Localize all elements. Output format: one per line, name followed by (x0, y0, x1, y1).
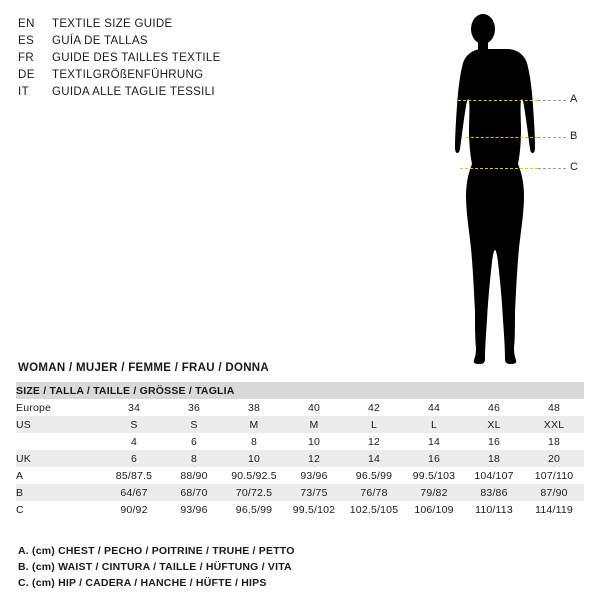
measure-label-a: A (570, 93, 578, 105)
cell-value: 6 (104, 450, 164, 467)
cell-value: 87/90 (524, 484, 584, 501)
language-row-es (18, 33, 308, 50)
table-row (16, 501, 584, 518)
cell-value: 99.5/103 (404, 467, 464, 484)
size-table (16, 382, 584, 518)
cell-value: 96.5/99 (224, 501, 284, 518)
cell-value: 36 (164, 399, 224, 416)
language-code: ES (18, 35, 35, 47)
cell-value: 107/110 (524, 467, 584, 484)
cell-value: 90/92 (104, 501, 164, 518)
measure-leader-a (538, 100, 566, 101)
cell-value: 10 (284, 433, 344, 450)
cell-value: 4 (104, 433, 164, 450)
language-row-en (18, 16, 308, 33)
cell-value: 18 (464, 450, 524, 467)
row-label: UK (16, 450, 104, 467)
cell-value: 6 (164, 433, 224, 450)
cell-value: 46 (464, 399, 524, 416)
cell-value: 106/109 (404, 501, 464, 518)
size-table-wrapper (16, 382, 584, 518)
language-row-fr (18, 50, 308, 67)
cell-value: L (344, 416, 404, 433)
cell-value: S (164, 416, 224, 433)
cell-value: 90.5/92.5 (224, 467, 284, 484)
female-silhouette-icon (430, 8, 590, 368)
footnotes-block (18, 543, 578, 591)
language-code: IT (18, 86, 30, 98)
cell-value: 8 (164, 450, 224, 467)
language-title: TEXTILGRÖßENFÜHRUNG (52, 69, 204, 81)
cell-value: XXL (524, 416, 584, 433)
cell-value: 42 (344, 399, 404, 416)
row-label (16, 433, 104, 450)
footnote-waist: B. (cm) WAIST / CINTURA / TAILLE / HÜFTUNG / VITA (18, 561, 292, 573)
row-label: B (16, 484, 104, 501)
measure-label-c: C (570, 161, 579, 173)
measure-line-c (460, 168, 538, 169)
row-label: Europe (16, 399, 104, 416)
cell-value: 16 (464, 433, 524, 450)
cell-value: M (224, 416, 284, 433)
cell-value: 114/119 (524, 501, 584, 518)
footnote-hip: C. (cm) HIP / CADERA / HANCHE / HÜFTE / HIPS (18, 577, 267, 589)
table-row (16, 450, 584, 467)
table-header-label: SIZE / TALLA / TAILLE / GRÖSSE / TAGLIA (16, 382, 584, 399)
measure-leader-b (538, 137, 566, 138)
cell-value: M (284, 416, 344, 433)
cell-value: 12 (344, 433, 404, 450)
row-label: US (16, 416, 104, 433)
cell-value: 40 (284, 399, 344, 416)
cell-value: 79/82 (404, 484, 464, 501)
cell-value: 93/96 (164, 501, 224, 518)
cell-value: 8 (224, 433, 284, 450)
cell-value: 64/67 (104, 484, 164, 501)
cell-value: 70/72.5 (224, 484, 284, 501)
cell-value: 83/86 (464, 484, 524, 501)
language-title: GUIDA ALLE TAGLIE TESSILI (52, 86, 215, 98)
language-code: FR (18, 52, 35, 64)
cell-value: 16 (404, 450, 464, 467)
cell-value: 12 (284, 450, 344, 467)
cell-value: 99.5/102 (284, 501, 344, 518)
table-header-row (16, 382, 584, 399)
footnote-chest: A. (cm) CHEST / PECHO / POITRINE / TRUHE / PETTO (18, 545, 295, 557)
language-code: EN (18, 18, 35, 30)
table-row (16, 467, 584, 484)
row-label: C (16, 501, 104, 518)
cell-value: 88/90 (164, 467, 224, 484)
language-row-it (18, 84, 308, 101)
cell-value: 34 (104, 399, 164, 416)
table-row (16, 416, 584, 433)
cell-value: L (404, 416, 464, 433)
table-row (16, 433, 584, 450)
table-row (16, 399, 584, 416)
cell-value: 96.5/99 (344, 467, 404, 484)
measure-label-b: B (570, 130, 578, 142)
cell-value: 44 (404, 399, 464, 416)
cell-value: 10 (224, 450, 284, 467)
cell-value: 102.5/105 (344, 501, 404, 518)
cell-value: 76/78 (344, 484, 404, 501)
measure-leader-c (538, 168, 566, 169)
row-label: A (16, 467, 104, 484)
measure-line-b (466, 137, 538, 138)
cell-value: 18 (524, 433, 584, 450)
language-title: TEXTILE SIZE GUIDE (52, 18, 173, 30)
section-title: WOMAN / MUJER / FEMME / FRAU / DONNA (18, 362, 270, 374)
female-figure-diagram (430, 8, 590, 368)
cell-value: 104/107 (464, 467, 524, 484)
cell-value: 85/87.5 (104, 467, 164, 484)
cell-value: 20 (524, 450, 584, 467)
language-code: DE (18, 69, 35, 81)
language-title: GUÍA DE TALLAS (52, 35, 148, 47)
cell-value: XL (464, 416, 524, 433)
language-row-de (18, 67, 308, 84)
cell-value: 14 (404, 433, 464, 450)
cell-value: 93/96 (284, 467, 344, 484)
cell-value: 73/75 (284, 484, 344, 501)
cell-value: 68/70 (164, 484, 224, 501)
cell-value: 38 (224, 399, 284, 416)
language-header-block (18, 16, 308, 101)
table-row (16, 484, 584, 501)
measure-line-a (458, 100, 538, 101)
cell-value: 110/113 (464, 501, 524, 518)
cell-value: S (104, 416, 164, 433)
language-title: GUIDE DES TAILLES TEXTILE (52, 52, 221, 64)
cell-value: 14 (344, 450, 404, 467)
cell-value: 48 (524, 399, 584, 416)
